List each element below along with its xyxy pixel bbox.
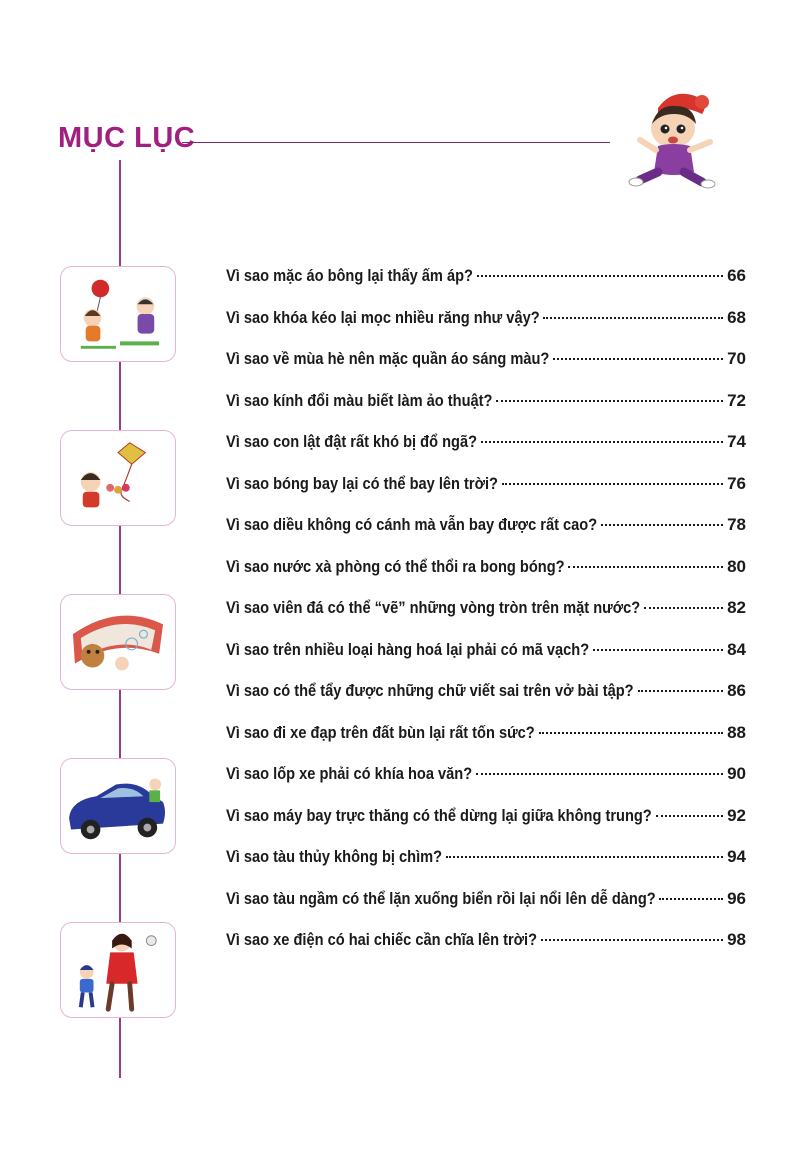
toc-entry-page-number: 88 [727,722,746,742]
toc-entry-page-number: 66 [727,266,746,285]
table-of-contents [226,266,746,972]
toc-entry-page-number: 84 [727,639,746,659]
mascot-boy-illustration [618,80,730,192]
toc-entry-question: Vì sao khóa kéo lại mọc nhiều răng như vậy? [226,307,540,327]
toc-dot-leader [659,897,723,900]
toc-dot-leader [446,855,723,858]
toc-entry-page-number: 70 [727,349,746,368]
toc-entry[interactable] [226,930,746,963]
toc-entry-question: Vì sao có thể tẩy được những chữ viết sai trên vở bài tập? [226,681,634,700]
toc-entry-page-number: 92 [727,805,746,825]
toc-entry-question: Vì sao máy bay trực thăng có thể dừng lại giữa không trung? [226,805,652,825]
toc-entry-question: Vì sao trên nhiều loại hàng hoá lại phải có mã vạch? [226,639,590,659]
toc-entry-question: Vì sao lốp xe phải có khía hoa văn? [226,764,473,783]
toc-entry-question: Vì sao bóng bay lại có thể bay lên trời? [226,473,498,493]
toc-entry-question: Vì sao về mùa hè nên mặc quần áo sáng màu? [226,349,550,368]
woman-and-child-illustration [60,922,176,1018]
toc-dot-leader [539,731,723,734]
toc-entry[interactable] [226,474,746,507]
toc-dot-leader [496,399,723,402]
toc-dot-leader [553,357,723,360]
toc-entry-question: Vì sao con lật đật rất khó bị đổ ngã? [226,432,478,451]
toc-dot-leader [543,316,723,319]
toc-entry-question: Vì sao kính đổi màu biết làm ảo thuật? [226,390,493,410]
toc-dot-leader [601,523,723,526]
toc-dot-leader [502,482,723,485]
toc-entry-page-number: 86 [727,681,746,700]
toc-entry-question: Vì sao mặc áo bông lại thấy ấm áp? [226,266,473,285]
toc-entry[interactable] [226,889,746,922]
toc-entry[interactable] [226,806,746,839]
toc-entry[interactable] [226,598,746,631]
toc-dot-leader [593,648,723,651]
toc-dot-leader [644,606,723,609]
toc-entry-question: Vì sao xe điện có hai chiếc cần chĩa lên trời? [226,930,538,949]
toc-entry[interactable] [226,349,746,382]
toc-entry-page-number: 78 [727,515,746,534]
toc-entry-page-number: 96 [727,888,746,908]
toc-entry-question: Vì sao viên đá có thể “vẽ” những vòng tròn trên mặt nước? [226,598,641,617]
kids-with-balloon-illustration [60,266,176,362]
toc-entry[interactable] [226,764,746,797]
toc-dot-leader [477,274,723,277]
toc-dot-leader [476,772,723,775]
toc-dot-leader [568,565,723,568]
toc-entry-page-number: 82 [727,598,746,617]
toc-entry-page-number: 98 [727,930,746,949]
title-divider [182,142,610,143]
toc-entry[interactable] [226,515,746,548]
toc-entry[interactable] [226,308,746,341]
toc-entry-page-number: 72 [727,390,746,410]
toc-dot-leader [481,440,723,443]
toc-entry-question: Vì sao đi xe đạp trên đất bùn lại rất tốn sức? [226,722,535,742]
toc-entry[interactable] [226,266,746,299]
toc-entry-question: Vì sao nước xà phòng có thể thổi ra bong bóng? [226,556,565,576]
toc-entry[interactable] [226,723,746,756]
toc-entry[interactable] [226,432,746,465]
toc-entry[interactable] [226,640,746,673]
toc-entry-page-number: 68 [727,307,746,327]
toc-entry-page-number: 80 [727,556,746,576]
soap-bubbles-illustration [60,594,176,690]
toc-entry-page-number: 90 [727,764,746,783]
toc-entry-page-number: 76 [727,473,746,493]
toc-dot-leader [541,938,723,941]
toc-entry[interactable] [226,681,746,714]
toc-entry-page-number: 74 [727,432,746,451]
toc-entry[interactable] [226,557,746,590]
toc-entry[interactable] [226,391,746,424]
toc-entry-question: Vì sao tàu ngầm có thể lặn xuống biển rồi lại nổi lên dễ dàng? [226,888,656,908]
blue-car-illustration [60,758,176,854]
toc-dot-leader [656,814,723,817]
toc-entry-page-number: 94 [727,847,746,866]
toc-entry[interactable] [226,847,746,880]
toc-dot-leader [638,689,724,692]
child-with-kite-illustration [60,430,176,526]
toc-entry-question: Vì sao diều không có cánh mà vẫn bay được rất cao? [226,515,598,534]
toc-entry-question: Vì sao tàu thủy không bị chìm? [226,847,443,866]
page-title: MỤC LỤC [58,122,196,154]
